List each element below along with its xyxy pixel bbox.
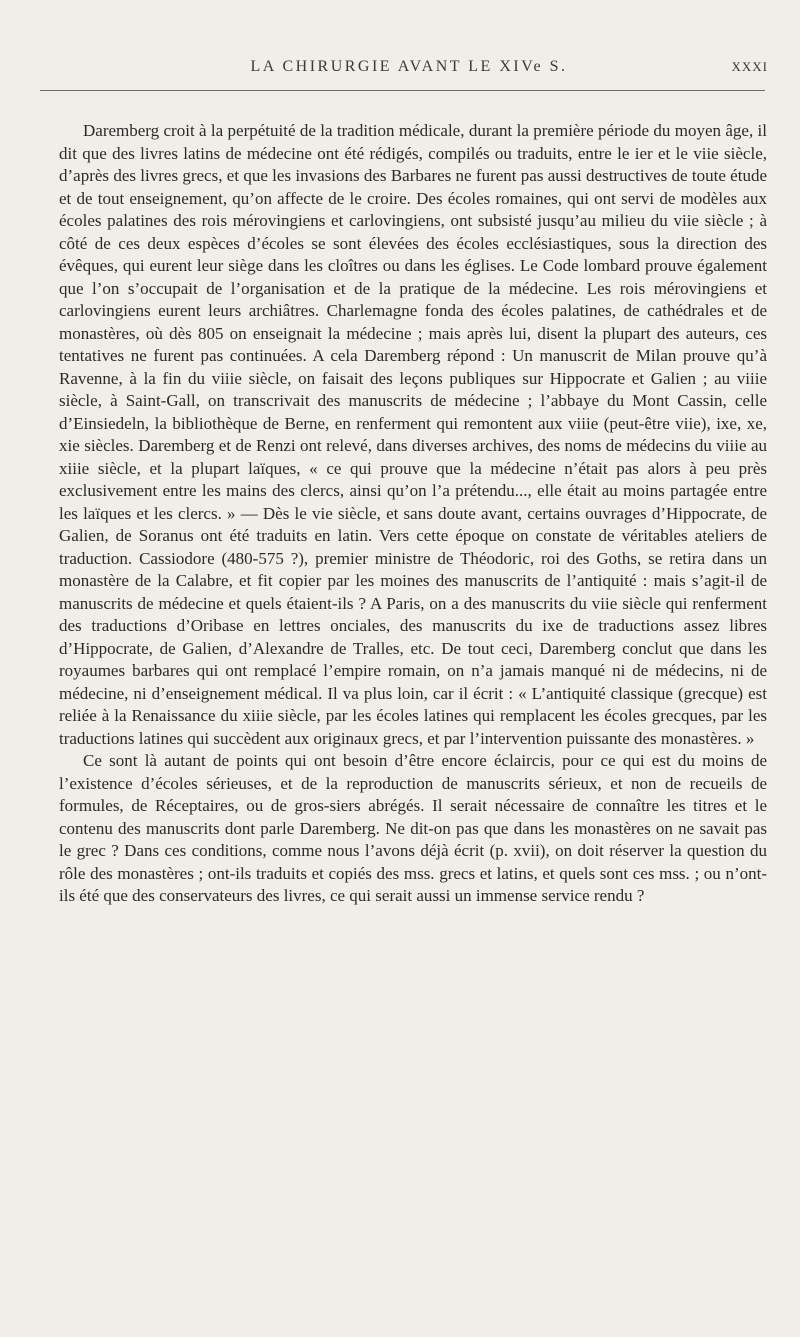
header-rule [40, 90, 765, 91]
page-number: XXXI [731, 59, 768, 74]
page-header [50, 58, 768, 82]
paragraph-1: Daremberg croit à la perpétuité de la tradition médicale, durant la première période du moyen âge, il dit que des livres latins de médecine ont été rédigés, compilés ou traduits, entre le ier et le viie siècle, d’après des livres grecs, et que les invasions des Barbares ne furent pas aussi destructives de toute étude et de tout enseignement, qu’on affecte de le croire. Des écoles romaines, qui ont servi de modèles aux écoles palatines des rois mérovingiens et carlovingiens, ont subsisté jusqu’au milieu du viie siècle ; à côté de ces deux espèces d’écoles se sont élevées des écoles ecclésiastiques, sous la direction des évêques, qui eurent leur siège dans les cloîtres ou dans les églises. Le Code lombard prouve également que l’on s’occupait de l’organisation et de la pratique de la médecine. Les rois mérovingiens et carlovingiens eurent leurs archiâtres. Charlemagne fonda des écoles palatines, de cathédrales et de monastères, où dès 805 on enseignait la médecine ; mais après lui, disent la plupart des auteurs, ces tentatives ne furent pas continuées. A cela Daremberg répond : Un manuscrit de Milan prouve qu’à Ravenne, à la fin du viiie siècle, on faisait des leçons publiques sur Hippocrate et Galien ; au viiie siècle, à Saint-Gall, on transcrivait des manuscrits de médecine ; l’abbaye du Mont Cassin, celle d’Einsiedeln, la bibliothèque de Berne, en renferment qui remontent aux viiie (peut-être viie), ixe, xe, xie siècles. Daremberg et de Renzi ont relevé, dans diverses archives, des noms de médecins du viiie au xiiie siècle, et la plupart laïques, « ce qui prouve que la médecine n’était pas alors à peu près exclusivement entre les mains des clercs, ainsi qu’on l’a prétendu..., elle était au moins partagée entre les laïques et les clercs. » — Dès le vie siècle, et sans doute avant, certains ouvrages d’Hippocrate, de Galien, de Soranus ont été traduits en latin. Vers cette époque on constate de véritables ateliers de traduction. Cassiodore (480-575 ?), premier ministre de Théodoric, roi des Goths, se retira dans un monastère de la Calabre, et fit copier par les moines des manuscrits de l’antiquité : mais s’agit-il de manuscrits de médecine et quels étaient-ils ? A Paris, on a des manuscrits du viie siècle qui renferment des traductions d’Oribase en lettres onciales, des manuscrits du ixe de traductions assez libres d’Hippocrate, de Galien, d’Alexandre de Tralles, etc. De tout ceci, Daremberg conclut que dans les royaumes barbares qui ont remplacé l’empire romain, on n’a jamais manqué ni de médecins, ni de médecine, ni d’enseignement médical. Il va plus loin, car il écrit : « L’antiquité classique (grecque) est reliée à la Renaissance du xiiie siècle, par les écoles latines qui remplacent les écoles grecques, par les traductions latines qui succèdent aux originaux grecs, et par l’intervention puissante des monastères. » [59, 121, 767, 748]
running-head: LA CHIRURGIE AVANT LE XIVe S. [250, 58, 568, 75]
body-text [59, 120, 767, 908]
paragraph-2: Ce sont là autant de points qui ont besoin d’être encore éclaircis, pour ce qui est du moins de l’existence d’écoles sérieuses, et de la reproduction de manuscrits sérieux, et non de recueils de formules, de Réceptaires, ou de gros-siers abrégés. Il serait nécessaire de connaître les titres et le contenu des manuscrits dont parle Daremberg. Ne dit-on pas que dans les monastères on ne savait pas le grec ? Dans ces conditions, comme nous l’avons déjà écrit (p. xvii), on doit réserver la question du rôle des monastères ; ont-ils traduits et copiés des mss. grecs et latins, et quels sont ces mss. ; ou n’ont-ils été que des conservateurs des livres, ce qui serait aussi un immense service rendu ? [59, 751, 767, 905]
